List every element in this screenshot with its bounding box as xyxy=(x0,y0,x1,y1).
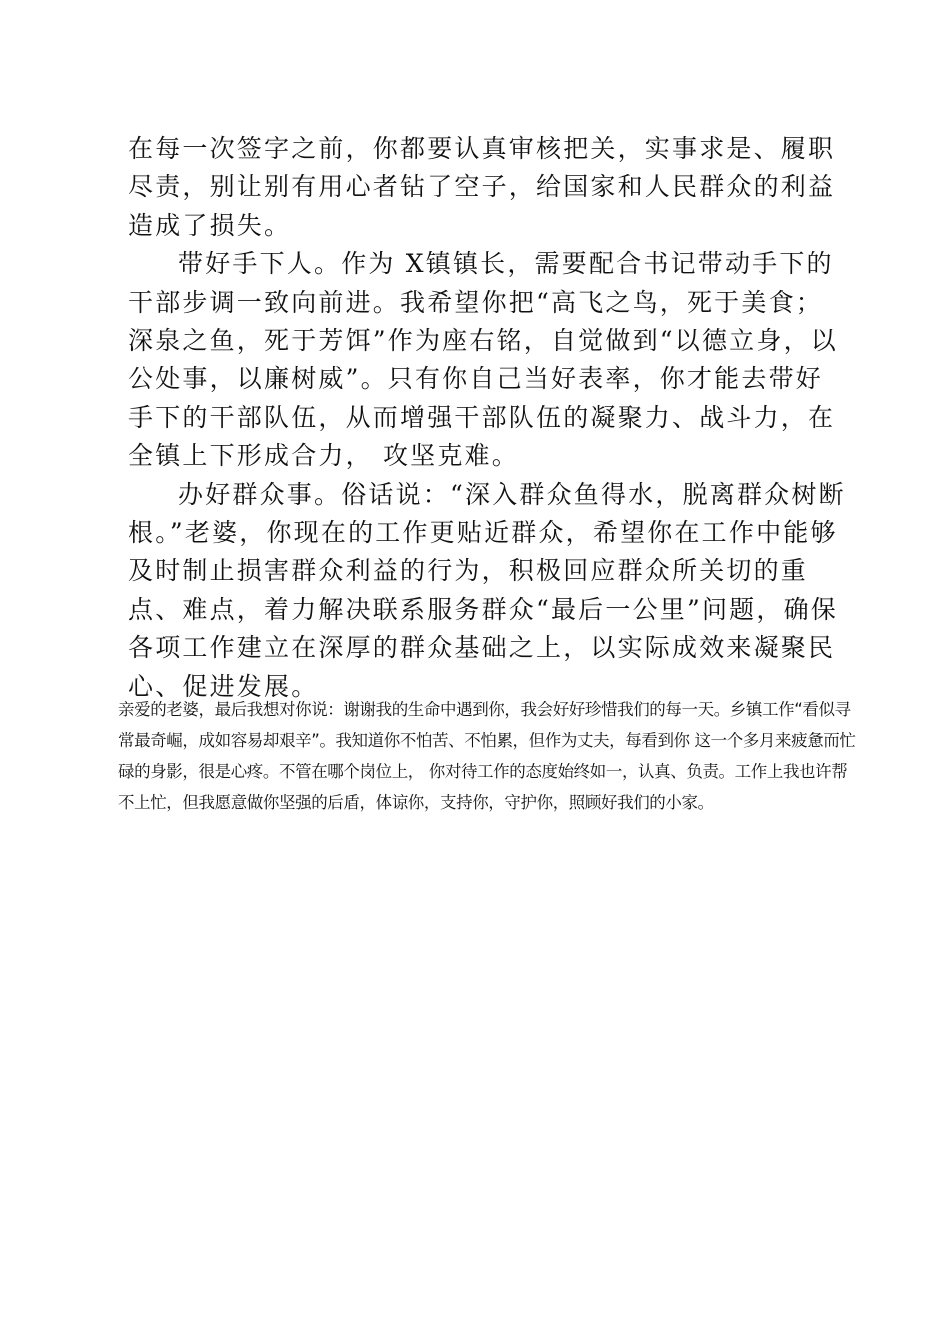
paragraph-signing-duty: 在每一次签字之前，你都要认真审核把关，实事求是、履职尽责，别让别有用心者钻了空子，给国家和人民群众的利益造成了损失。 xyxy=(128,134,836,240)
paragraph-serve-people: 办好群众事。俗话说：“深入群众鱼得水，脱离群众树断根。”老婆，你现在的工作更贴近群众，希望你在工作中能够及时制止损害群众利益的行为，积极回应群众所关切的重点、难点，着力解决联系服务群众“最后一公里”问题，确保各项工作建立在深厚的群众基础之上，以实际成效来凝聚民心、促进发展。 xyxy=(128,479,846,701)
closing-paragraph: 亲爱的老婆，最后我想对你说：谢谢我的生命中遇到你，我会好好珍惜我们的每一天。乡镇工作“看似寻常最奇崛，成如容易却艰辛”。我知道你不怕苦、不怕累，但作为丈夫，每看到你 这一个多月来疲惫而忙碌的身影，很是心疼。不管在哪个岗位上， 你对待工作的态度始终如一，认真、负责。工作上我也许帮不上忙，但我愿意做你坚强的后盾，体谅你，支持你，守护你，照顾好我们的小家。 xyxy=(118,700,856,812)
letter-body xyxy=(128,130,848,706)
paragraph-lead-subordinates: 带好手下人。作为 X镇镇长，需要配合书记带动手下的干部步调一致向前进。我希望你把“高飞之鸟，死于美食；深泉之鱼，死于芳饵”作为座右铭，自觉做到“以德立身，以公处事，以廉树威”。只有你自己当好表率，你才能去带好手下的干部队伍，从而增强干部队伍的凝聚力、战斗力，在全镇上下形成合力， 攻坚克难。 xyxy=(128,249,838,471)
closing-message xyxy=(118,694,860,818)
